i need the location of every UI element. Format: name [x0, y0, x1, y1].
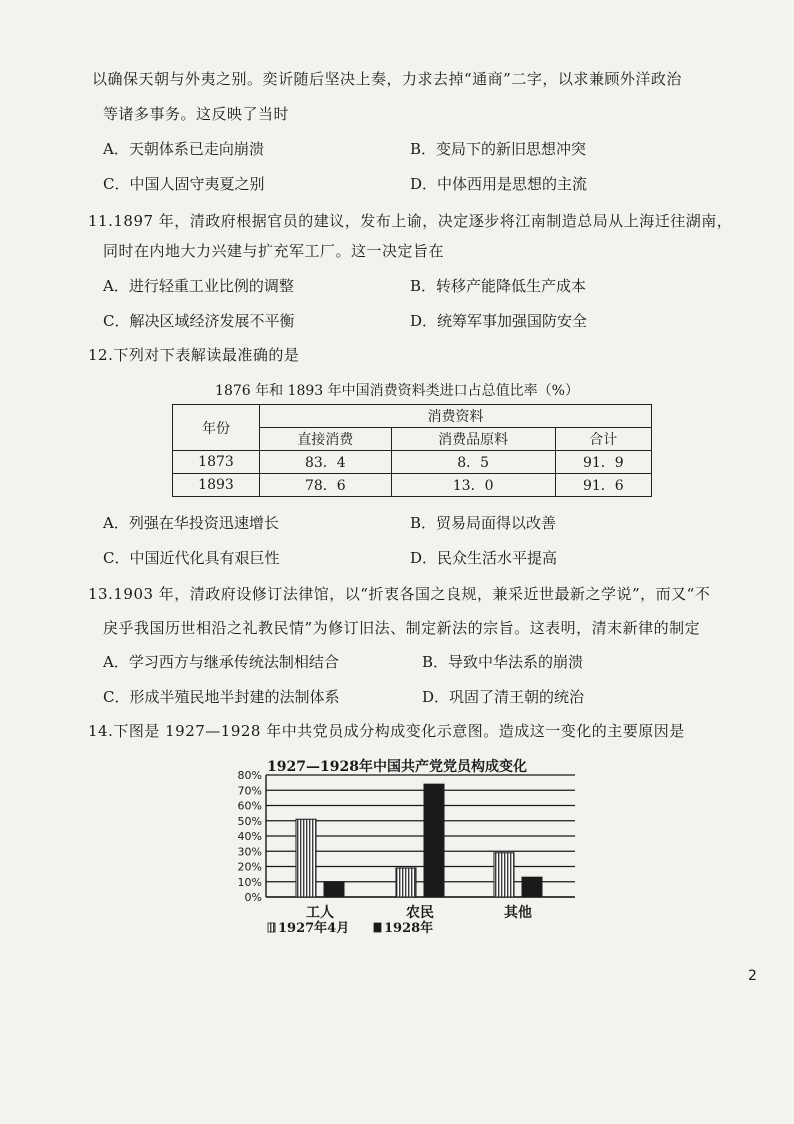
y-tick-label: 60%	[237, 799, 262, 813]
q10-option-c: C．中国人固守夷夏之别	[103, 175, 265, 193]
category-label: 农民	[406, 905, 434, 921]
q11-stem-1: 11.1897 年，清政府根据官员的建议，发布上谕，决定逐步将江南制造总局从上海迁往湖南，	[88, 212, 733, 230]
bar-1927	[494, 853, 514, 897]
q11-option-b: B．转移产能降低生产成本	[410, 277, 587, 295]
cell-direct: 83．4	[260, 451, 392, 474]
header-year: 年份	[173, 405, 260, 451]
category-label: 其他	[504, 905, 532, 921]
category-label: 工人	[306, 905, 334, 921]
q12-stem: 12.下列对下表解读最准确的是	[88, 346, 300, 364]
bar-1928	[424, 784, 444, 897]
bar-1927	[296, 819, 316, 897]
cell-raw: 13．0	[391, 474, 555, 497]
legend-swatch	[374, 923, 381, 932]
q11-option-a: A．进行轻重工业比例的调整	[103, 277, 294, 295]
q11-stem-2: 同时在内地大力兴建与扩充军工厂。这一决定旨在	[103, 242, 445, 260]
cell-year: 1873	[173, 451, 260, 474]
y-tick-label: 80%	[237, 769, 262, 782]
page-number: 2	[748, 968, 757, 984]
y-tick-label: 10%	[237, 875, 262, 889]
y-tick-label: 70%	[237, 784, 262, 798]
y-tick-label: 30%	[237, 845, 262, 859]
q12-option-b: B．贸易局面得以改善	[410, 514, 557, 532]
q13-stem-2: 戾乎我国历世相沿之礼教民情”为修订旧法、制定新法的宗旨。这表明，清末新律的制定	[103, 619, 701, 637]
legend-swatch	[268, 923, 275, 932]
q13-option-b: B．导致中华法系的崩溃	[422, 653, 584, 671]
passage-line-2: 等诸多事务。这反映了当时	[103, 105, 290, 123]
chart-title: 1927—1928年中国共产党党员构成变化	[267, 759, 527, 775]
q10-option-d: D．中体西用是思想的主流	[410, 175, 588, 193]
q11-option-d: D．统筹军事加强国防安全	[410, 312, 588, 330]
legend-label: 1927年4月	[278, 921, 350, 936]
cell-total: 91．9	[555, 451, 651, 474]
q13-stem-1: 13.1903 年，清政府设修订法律馆，以“折衷各国之良规，兼采近世最新之学说”，而又“不	[88, 585, 711, 603]
header-direct-consumption: 直接消费	[260, 428, 392, 451]
y-tick-label: 0%	[244, 891, 262, 904]
bar-1928	[522, 877, 542, 897]
header-raw-materials: 消费品原料	[391, 428, 555, 451]
bar-1927	[396, 868, 416, 897]
table-caption: 1876 年和 1893 年中国消费资料类进口占总值比率（%）	[215, 383, 579, 399]
cell-raw: 8．5	[391, 451, 555, 474]
q10-option-b: B．变局下的新旧思想冲突	[410, 140, 587, 158]
legend-label: 1928年	[384, 921, 434, 936]
y-tick-label: 20%	[237, 860, 262, 874]
q12-option-d: D．民众生活水平提高	[410, 549, 558, 567]
q12-option-a: A．列强在华投资迅速增长	[103, 514, 279, 532]
cell-direct: 78．6	[260, 474, 392, 497]
q14-stem: 14.下图是 1927—1928 年中共党员成分构成变化示意图。造成这一变化的主要原因是	[88, 722, 685, 740]
y-tick-label: 50%	[237, 814, 262, 828]
cell-year: 1893	[173, 474, 260, 497]
q12-option-c: C．中国近代化具有艰巨性	[103, 549, 280, 567]
q13-option-c: C．形成半殖民地半封建的法制体系	[103, 688, 340, 706]
q13-option-d: D．巩固了清王朝的统治	[422, 688, 585, 706]
passage-line-1: 以确保天朝与外夷之别。奕䜣随后坚决上奏，力求去掉“通商”二字，以求兼顾外洋政治	[92, 70, 682, 88]
y-tick-label: 40%	[237, 830, 262, 843]
q10-option-a: A．天朝体系已走向崩溃	[103, 140, 264, 158]
header-total: 合计	[555, 428, 651, 451]
bar-1928	[324, 882, 344, 897]
cell-total: 91．6	[555, 474, 651, 497]
header-consumer-goods: 消费资料	[260, 405, 652, 428]
q13-option-a: A．学习西方与继承传统法制相结合	[103, 653, 339, 671]
q11-option-c: C．解决区域经济发展不平衡	[103, 312, 295, 330]
